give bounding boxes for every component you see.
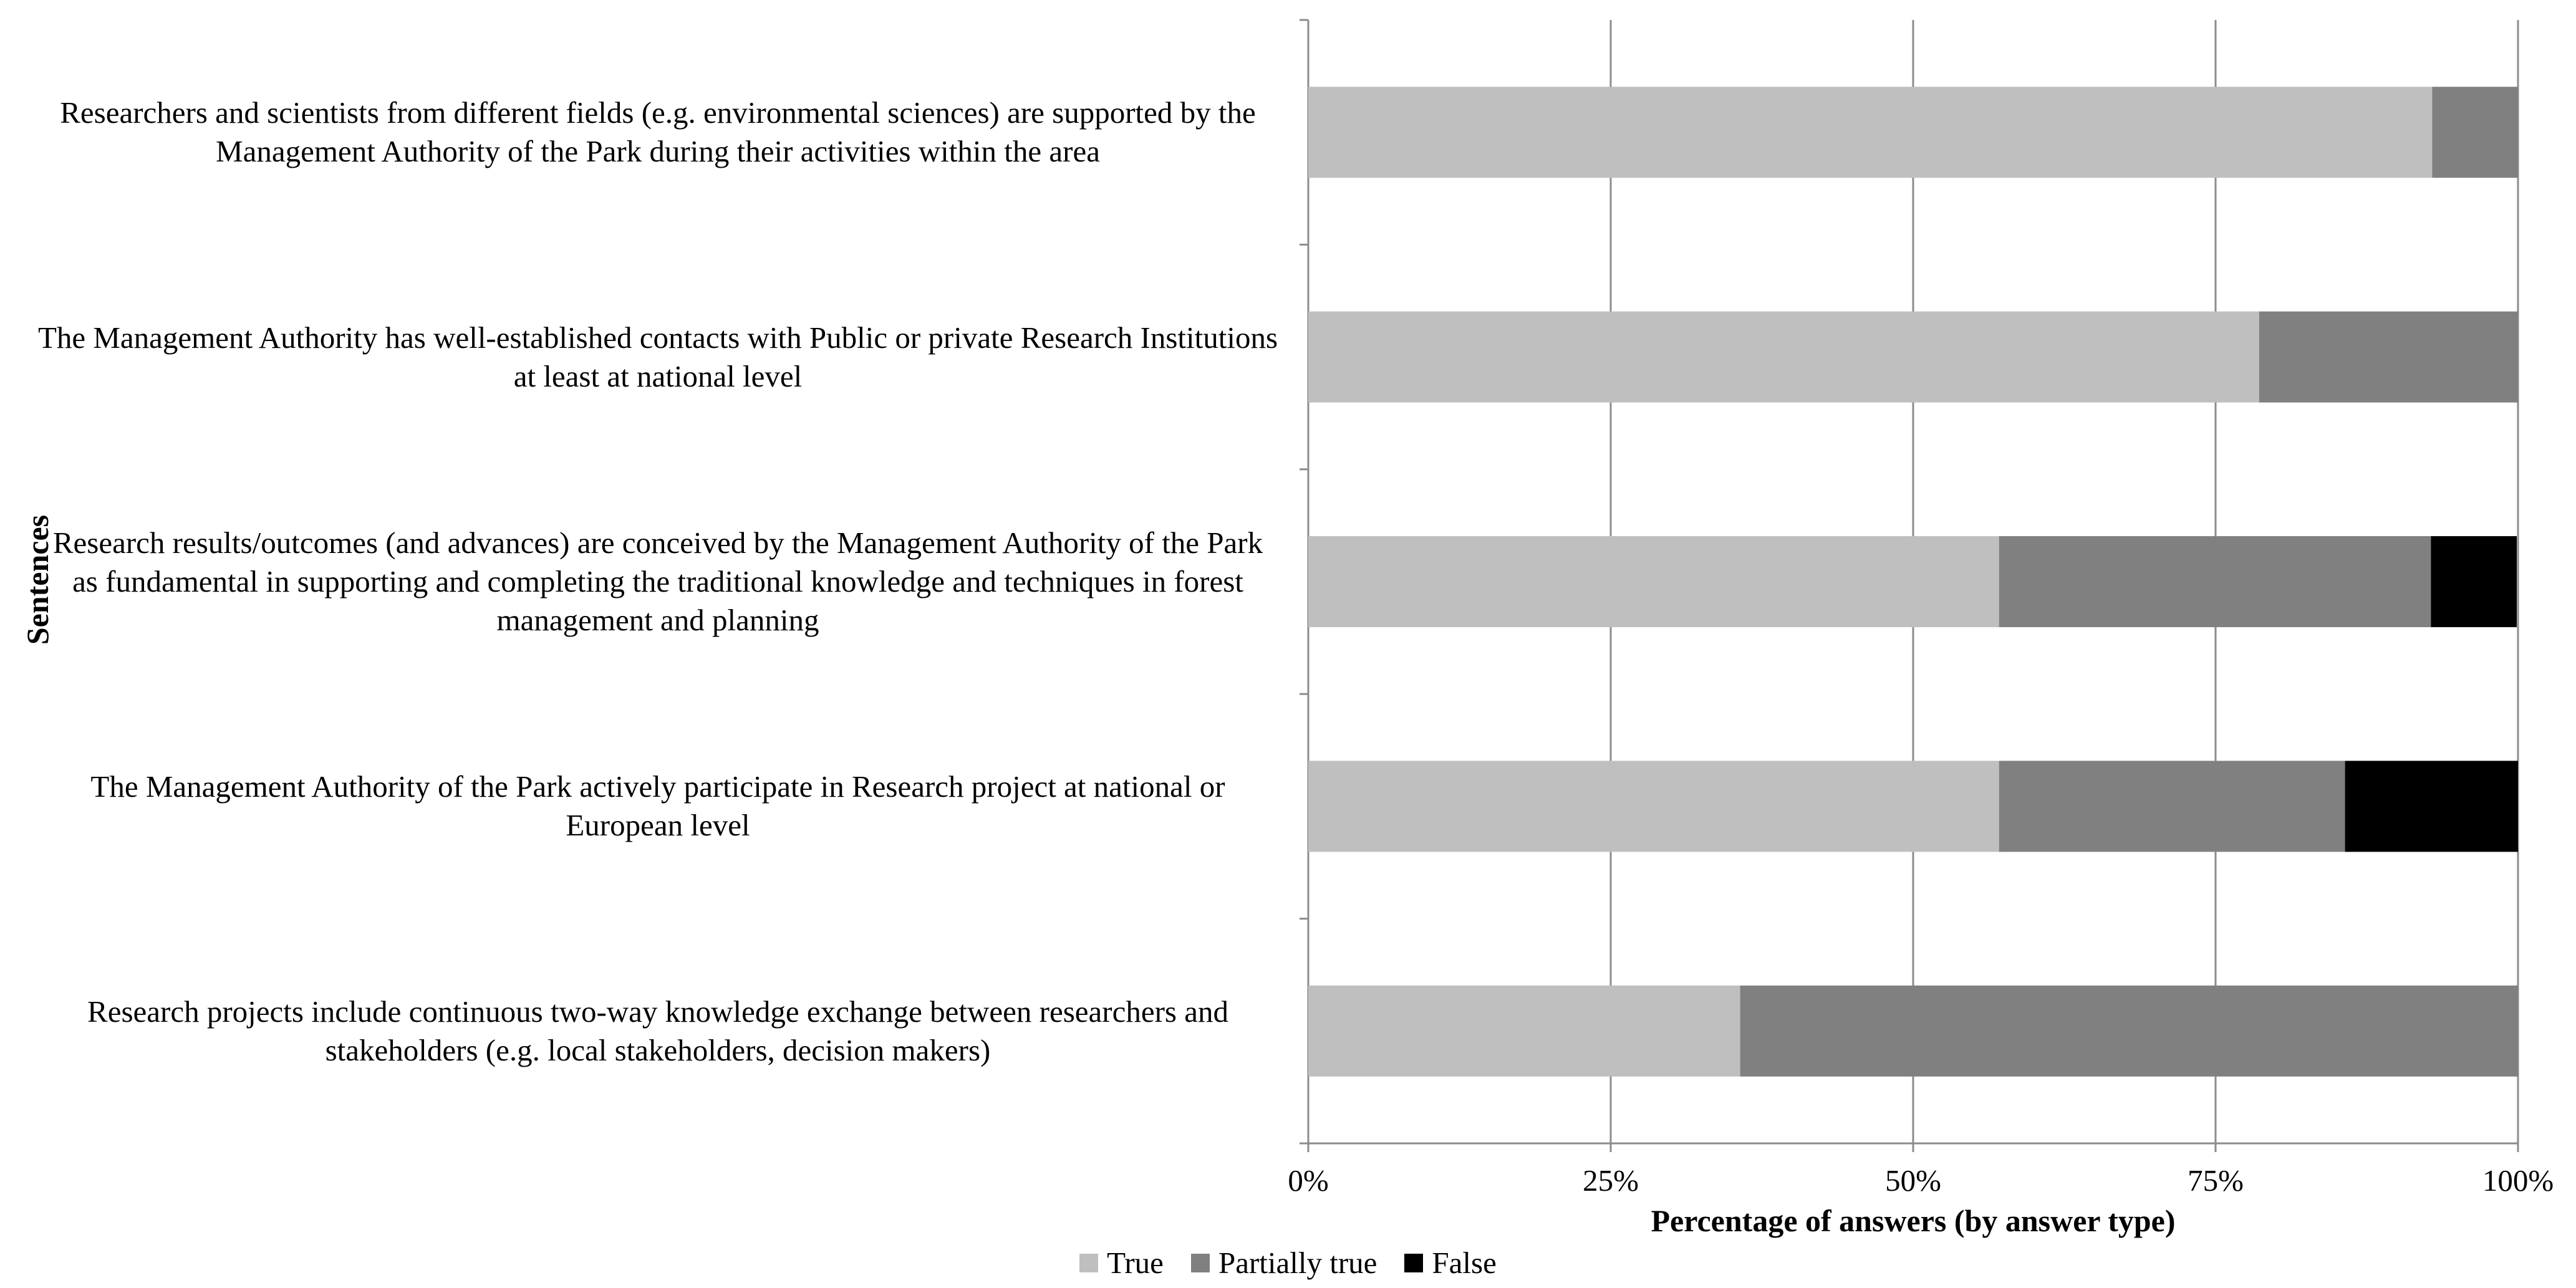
legend-swatch xyxy=(1079,1254,1098,1272)
x-tick-label: 100% xyxy=(2482,1163,2554,1198)
category-label: Research projects include continuous two-way knowledge exchange between researchers and stakeholders (e.g. local stakeholders, decision makers) xyxy=(87,994,1228,1067)
bar-segment xyxy=(1308,536,1999,627)
legend-item xyxy=(1404,1244,1496,1282)
x-tick-label: 50% xyxy=(1885,1163,1941,1198)
bar-segment xyxy=(2432,87,2518,178)
category-label: The Management Authority has well-established contacts with Public or private Research Institutions at least at national level xyxy=(37,320,1278,393)
x-tick-label: 25% xyxy=(1583,1163,1639,1198)
x-tick-label: 0% xyxy=(1288,1163,1329,1198)
y-axis-title: Sentences xyxy=(20,514,55,645)
category-label: Researchers and scientists from different fields (e.g. environmental sciences) are supported by the Management Authority of the Park during their activities within the area xyxy=(60,95,1256,169)
legend-label: Partially true xyxy=(1218,1246,1377,1280)
category-label: The Management Authority of the Park actively participate in Research project at national or European level xyxy=(90,769,1225,843)
bar-segment xyxy=(1308,87,2432,178)
legend-item xyxy=(1079,1244,1164,1282)
x-tick-label: 75% xyxy=(2188,1163,2244,1198)
bar-segment xyxy=(1999,536,2431,627)
legend-label: False xyxy=(1432,1246,1497,1280)
bar-segment xyxy=(1308,761,1999,852)
bar-segment xyxy=(2431,536,2517,627)
bar-segment xyxy=(1308,312,2259,403)
bar-segment xyxy=(2345,761,2518,852)
legend xyxy=(0,1244,2576,1282)
bar-segment xyxy=(1308,986,1740,1077)
legend-item xyxy=(1191,1244,1377,1282)
legend-swatch xyxy=(1191,1254,1210,1272)
legend-label: True xyxy=(1107,1246,1164,1280)
legend-swatch xyxy=(1404,1254,1423,1272)
category-label: Research results/outcomes (and advances) are conceived by the Management Authority of the Park as fundamental in supporting and completing the traditional knowledge and techniques in forest management and planning xyxy=(52,526,1263,637)
bar-segment xyxy=(1740,986,2518,1077)
bar-segment xyxy=(1999,761,2345,852)
bar-segment xyxy=(2259,312,2518,403)
x-axis-title: Percentage of answers (by answer type) xyxy=(1651,1203,2176,1238)
